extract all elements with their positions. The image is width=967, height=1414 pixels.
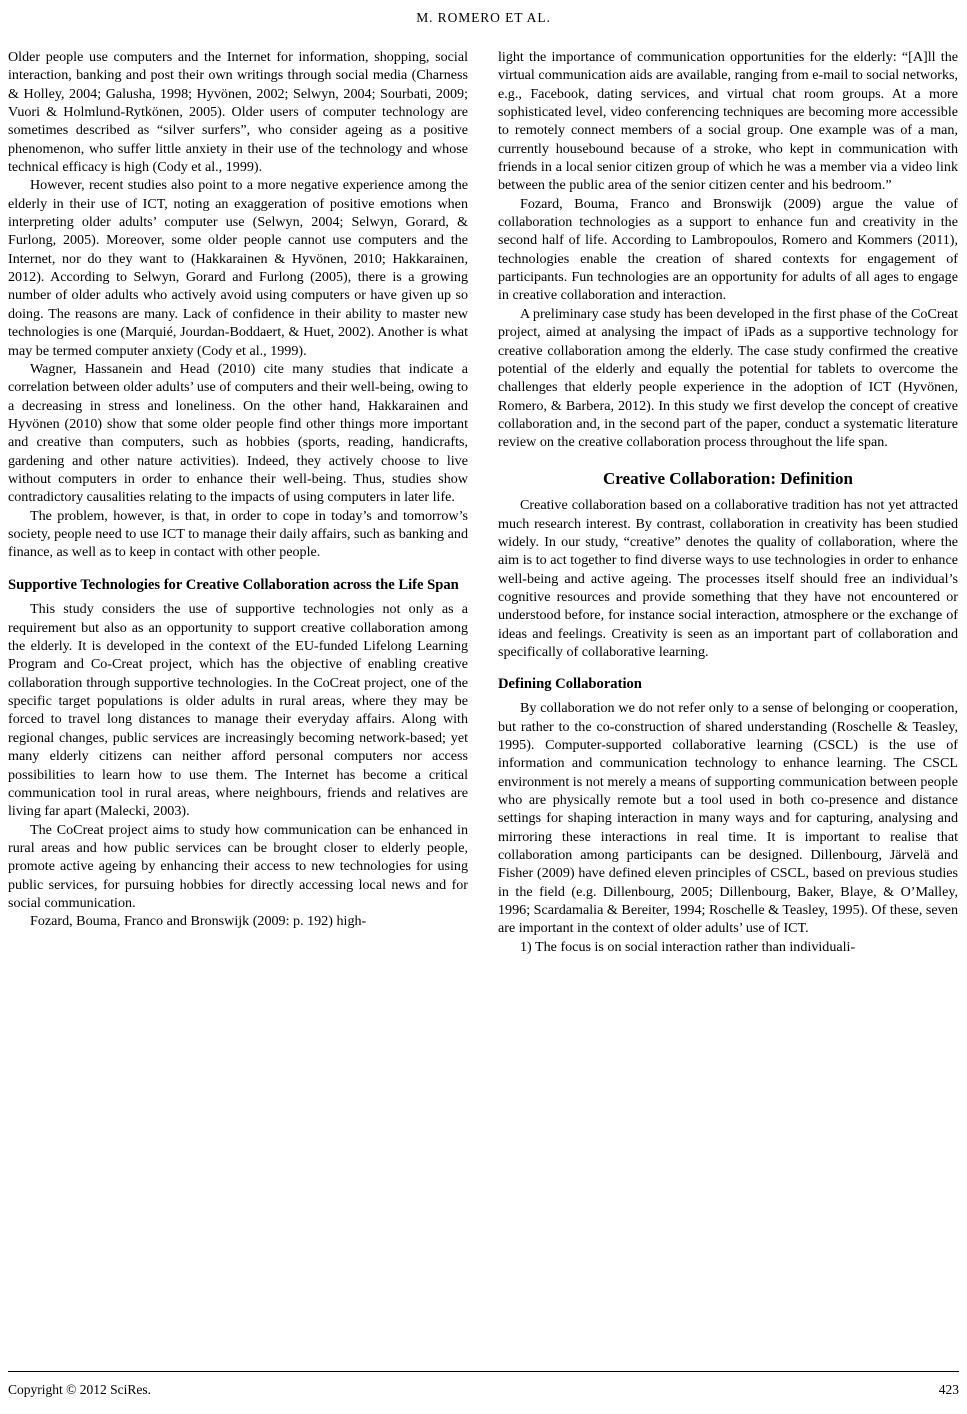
left-column	[8, 48, 468, 1333]
page-footer	[8, 1382, 959, 1398]
paragraph: Creative collaboration based on a collaborative tradition has not yet attracted much research interest. By contrast, collaboration in creativity has been studied widely. In our study, “creative” denotes the quality of collaboration, where the aim is to act together to find diverse ways to use technologies in order to enhance well-being and active ageing. The processes itself should free an individual’s cognitive resources and provide something that they have not encountered or understood before, for instance social interaction, atmosphere or the exchange of ideas and feelings. Creativity is seen as an important part of collaboration and specifically of collaborative learning.	[498, 497, 958, 661]
paragraph: The CoCreat project aims to study how communication can be enhanced in rural areas and how public services can be brought closer to elderly people, promote active ageing by enhancing their access to new technologies for using public services, for pursuing hobbies for directly accessing local news and for social communication.	[8, 821, 468, 911]
paragraph: However, recent studies also point to a more negative experience among the elderly in their use of ICT, noting an exaggeration of positive emotions when interpreting older adults’ computer use (Selwyn, 2004; Selwyn, Gorard, & Furlong, 2005). Moreover, some older people cannot use computers and the Internet, nor do they want to (Hakkarainen & Hyvönen, 2010; Hakkarainen, 2012). According to Selwyn, Gorard and Furlong (2005), there is a growing number of older adults who actively avoid using computers or have given up so doing. The reasons are many. Lack of confidence in their ability to master new technologies is one (Marquié, Jourdan-Boddaert, & Huet, 2002). Another is what may be termed computer anxiety (Cody et al., 1999).	[8, 177, 468, 359]
section-heading-creative-collaboration-definition: Creative Collaboration: Definition	[603, 468, 853, 488]
paragraph: 1) The focus is on social interaction rather than individuali-	[520, 938, 856, 955]
paragraph: A preliminary case study has been developed in the first phase of the CoCreat project, aimed at analysing the impact of iPads as a supportive technology for creative collaboration among the elderly. The case study confirmed the creative potential of the elderly and equally the potential for tablets to overcome the challenges that elderly people experience in the adoption of ICT (Hyvönen, Romero, & Barbera, 2012). In this study we first develop the concept of creative collaboration and, in the second part of the paper, conduct a systematic literature review on the creative collaboration process throughout the life span.	[498, 305, 958, 451]
right-column	[498, 48, 958, 1333]
copyright-text: Copyright © 2012 SciRes.	[8, 1382, 152, 1397]
footer-divider	[8, 1371, 959, 1372]
paragraph: This study considers the use of supportive technologies not only as a requirement but also as an opportunity to support creative collaboration among the elderly. It is developed in the context of the EU-funded Lifelong Learning Program and Co-Creat project, which has the objective of enabling creative collaboration through supportive technologies. In the CoCreat project, one of the specific target populations is older adults in rural areas, where they may be forced to travel long distances to manage their everyday affairs. Along with regional changes, public services are increasingly becoming network-based; yet many elderly citizens can neither afford personal computers nor access possibilities to learn how to use them. The Internet has become a critical communication tool in rural areas, where neighbours, friends and relatives are living far apart (Malecki, 2003).	[8, 601, 468, 820]
subsection-heading-defining-collaboration: Defining Collaboration	[498, 676, 642, 693]
paragraph: The problem, however, is that, in order to cope in today’s and tomorrow’s society, people need to use ICT to manage their daily affairs, such as banking and finance, as well as to keep in contact with other people.	[8, 507, 468, 561]
paragraph: Older people use computers and the Internet for information, shopping, social interaction, banking and post their own writings through social media (Charness & Holley, 2004; Galusha, 1998; Hyvönen, 2002; Selwyn, 2004; Sourbati, 2009; Vuori & Holmlund-Rytkönen, 2005). Older users of computer technology are sometimes described as “silver surfers”, who consider ageing as a positive phenomenon, who suffer little anxiety in their use of the technology and whose technical efficacy is high (Cody et al., 1999).	[8, 49, 468, 176]
two-column-body	[8, 48, 959, 1333]
page-number: 423	[938, 1382, 959, 1397]
paragraph: Fozard, Bouma, Franco and Bronswijk (2009: p. 192) high-	[30, 913, 367, 930]
paragraph: Fozard, Bouma, Franco and Bronswijk (2009) argue the value of collaboration technologies as a support to enhance fun and creativity in the second half of life. According to Lambropoulos, Romero and Kommers (2011), technologies enable the creation of shared contexts for engagement of participants. Fun technologies are an opportunity for adults of all ages to engage in creative collaboration and interaction.	[498, 195, 958, 304]
running-head: M. ROMERO ET AL.	[416, 10, 551, 25]
paragraph: light the importance of communication opportunities for the elderly: “[A]ll the virtual communication aids are available, ranging from e-mail to social networks, e.g., Facebook, dating services, and virtual chat room groups. At a more sophisticated level, video conferencing techniques are becoming more accessible to remotely connect members of a social group. One example was of a man, currently housebound because of a stroke, who kept in communication with friends in a local senior citizen group of which he was a member via a video link between the public area of the senior citizen center and his bedroom.”	[498, 49, 958, 194]
paragraph: Wagner, Hassanein and Head (2010) cite many studies that indicate a correlation between older adults’ use of computers and their well-being, owing to a decreasing in stress and loneliness. On the other hand, Hakkarainen and Hyvönen (2010) show that some older people find other things more important and creative than computers, such as hobbies (sports, reading, handicrafts, gardening and other nature activities). Indeed, they actively choose to live without computers in order to enhance their well-being. Thus, studies show contradictory causalities relating to the impacts of using computers in later life.	[8, 360, 468, 506]
paragraph: By collaboration we do not refer only to a sense of belonging or cooperation, but rather to the co-construction of shared understanding (Roschelle & Teasley, 1995). Computer-supported collaborative learning (CSCL) is the use of information and communication technology to enhance learning. The CSCL environment is not merely a means of supporting communication between people who are physically remote but a tool used in both co-presence and distance settings for shaping interaction in many ways and for capturing, analysing and mirroring these interactions in real time. It is important to realise that collaboration among participants can be designed. Dillenbourg, Järvelä and Fisher (2009) have defined eleven principles of CSCL, based on previous studies in the field (e.g. Dillenbourg, 2005; Dillenbourg, Baker, Blaye, & O’Malley, 1996; Scardamalia & Bereiter, 1994; Roschelle & Teasley, 1995). Of these, seven are important in the context of older adults’ use of ICT.	[498, 700, 958, 937]
section-heading-supportive-technologies: Supportive Technologies for Creative Collaboration across the Life Span	[8, 576, 459, 593]
